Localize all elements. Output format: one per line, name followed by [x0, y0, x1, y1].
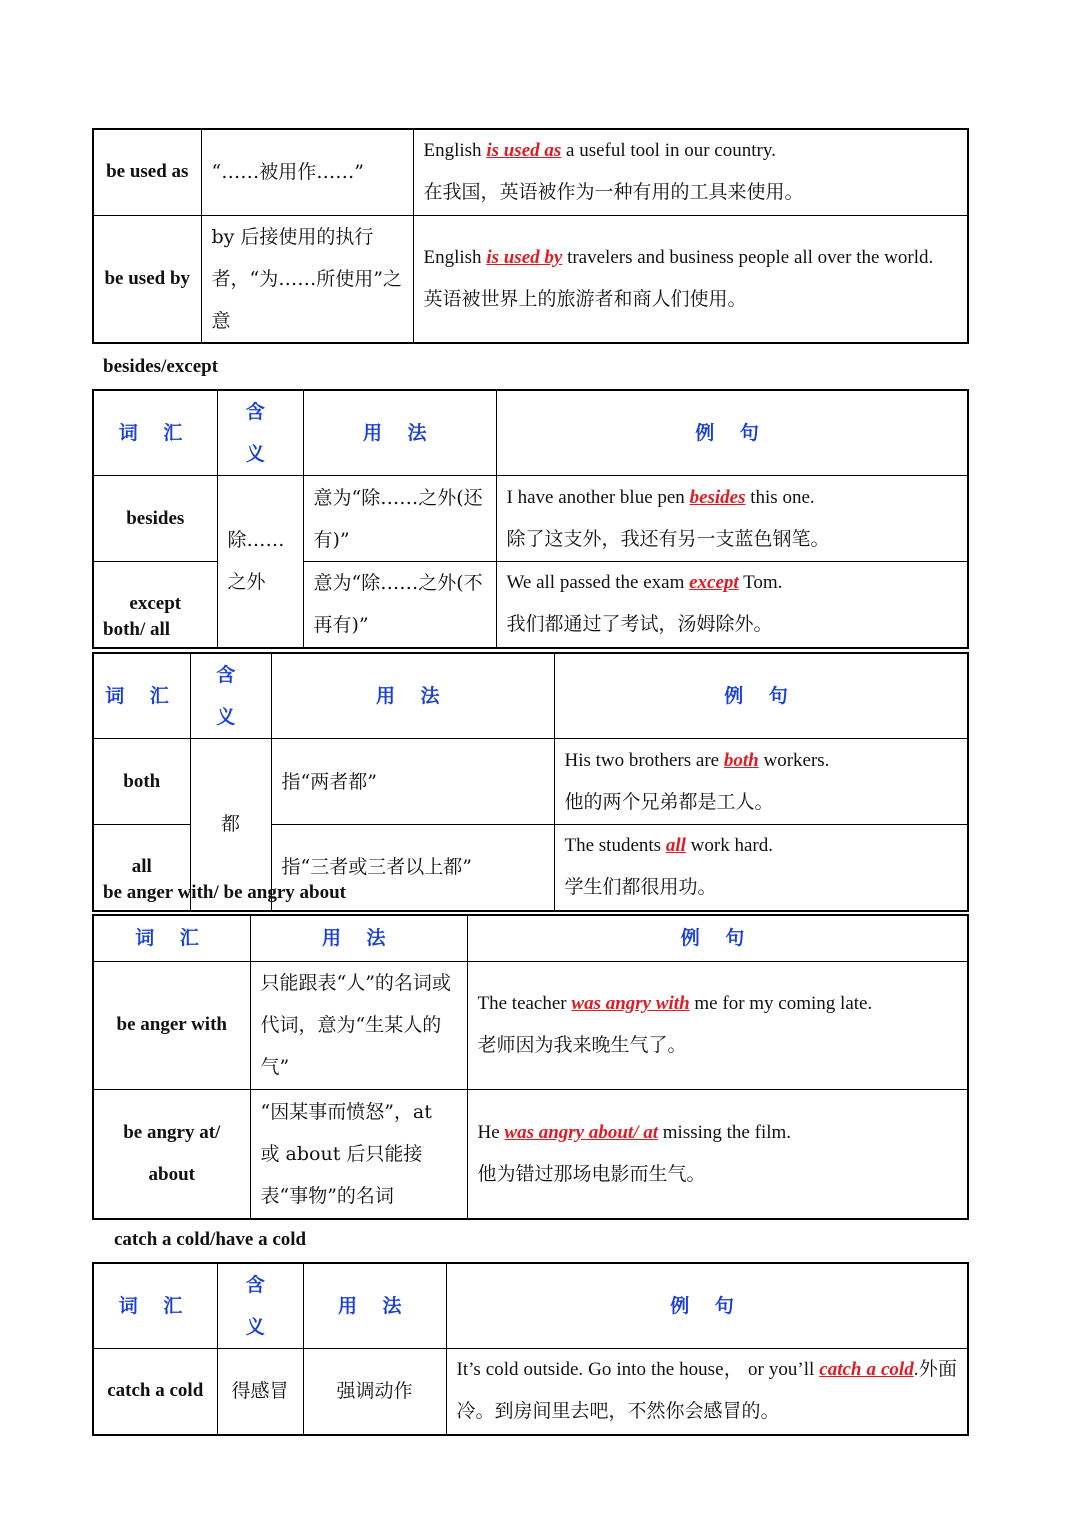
usage-cell: “因某事而愤怒”，at 或 about 后只能接表“事物”的名词 — [250, 1089, 467, 1219]
example-cn: 除了这支外，我还有另一支蓝色钢笔。 — [506, 528, 830, 550]
example-cell — [496, 476, 968, 562]
example-post: Tom. — [738, 572, 783, 594]
table-row — [93, 739, 968, 825]
example-cn: 学生们都很用功。 — [564, 877, 717, 899]
example-post: me for my coming late. — [689, 993, 873, 1014]
example-cn: 我们都通过了考试，汤姆除外。 — [506, 614, 773, 636]
example-cell — [554, 739, 968, 825]
header-cell: 含 义 — [190, 653, 271, 739]
example-en — [507, 477, 958, 519]
example-pre: He — [477, 1121, 505, 1143]
header-cell: 用 法 — [303, 1263, 446, 1349]
table-row — [93, 215, 968, 343]
usage-cell: 只能跟表“人”的名词或代词，意为“生某人的气” — [250, 961, 467, 1089]
example-en — [424, 130, 958, 172]
example-pre: English — [423, 140, 487, 162]
header-cell: 词 汇 — [93, 653, 190, 739]
word-cell: besides — [93, 476, 217, 562]
example-highlight: both — [723, 749, 759, 771]
usage-text: 意为“除……之外(不再有)” — [313, 572, 483, 637]
table-besides-except — [92, 389, 969, 649]
example-cn: 英语被世界上的旅游者和商人们使用。 — [423, 288, 747, 310]
example-cn: 他为错过那场电影而生气。 — [477, 1163, 706, 1185]
example-cn: 老师因为我来晚生气了。 — [477, 1035, 687, 1056]
header-cell: 例 句 — [554, 653, 968, 739]
meaning-cell: 得感冒 — [217, 1349, 303, 1435]
section-title: besides/except — [103, 356, 219, 377]
usage-cell: 指“两者都” — [271, 739, 554, 825]
word-cell: except — [93, 562, 217, 648]
meaning-cell — [201, 129, 413, 215]
word-cell: all — [93, 825, 190, 911]
header-cell: 用 法 — [303, 390, 496, 476]
example-pre: I have another blue pen — [506, 486, 690, 508]
example-cell — [413, 215, 968, 343]
example-en — [424, 237, 958, 279]
example-cell — [467, 961, 968, 1089]
example-post: a useful tool in our country. — [561, 140, 776, 162]
example-en — [565, 825, 958, 867]
table-header-row — [93, 1263, 968, 1349]
header-cell: 词 汇 — [93, 390, 217, 476]
example-en — [478, 983, 958, 1025]
example-en — [478, 1112, 958, 1154]
word-cell: both — [93, 739, 190, 825]
section-title: be anger with/ be angry about — [103, 882, 346, 903]
word-cell — [93, 129, 201, 215]
example-pre: We all passed the exam — [506, 572, 690, 594]
example-post: .外面冷。到房间里去吧，不然你会感冒的。 — [456, 1359, 957, 1423]
usage-cell — [303, 476, 496, 562]
example-cell — [496, 562, 968, 648]
usage-text: 意为“除……之外(还有)” — [313, 486, 483, 551]
example-cn: 他的两个兄弟都是工人。 — [564, 791, 774, 813]
header-cell: 含 义 — [217, 390, 303, 476]
example-cell — [413, 129, 968, 215]
example-en — [507, 562, 958, 604]
example-cell — [446, 1349, 968, 1435]
example-post: missing the film. — [658, 1121, 792, 1143]
header-cell: 词 汇 — [93, 1263, 217, 1349]
example-highlight: is used by — [486, 246, 563, 268]
example-highlight: catch a cold — [819, 1359, 914, 1381]
header-cell: 含 义 — [217, 1263, 303, 1349]
meaning-text: 除……之外 — [227, 529, 285, 594]
example-highlight: all — [665, 835, 686, 857]
header-cell: 用 法 — [271, 653, 554, 739]
table-row — [93, 476, 968, 562]
table-header-row — [93, 653, 968, 739]
example-post: workers. — [758, 749, 830, 771]
table-angry — [92, 914, 969, 1220]
example-pre: English — [423, 246, 487, 268]
example-highlight: except — [689, 572, 739, 594]
header-cell: 例 句 — [446, 1263, 968, 1349]
usage-cell: 指“三者或三者以上都” — [271, 825, 554, 911]
example-post: this one. — [745, 486, 815, 508]
section-title: catch a cold/have a cold — [114, 1229, 307, 1250]
table-row — [93, 961, 968, 1089]
word-cell: be angry at/ about — [93, 1089, 250, 1219]
table-both-all — [92, 652, 969, 912]
section-title: both/ all — [103, 619, 171, 640]
usage-cell — [303, 562, 496, 648]
example-post: travelers and business people all over the world. — [562, 246, 934, 268]
header-cell: 词 汇 — [93, 915, 250, 961]
table-row — [93, 129, 968, 215]
example-pre: The students — [564, 835, 666, 857]
word-cell: be anger with — [93, 961, 250, 1089]
example-cn: 在我国，英语被作为一种有用的工具来使用。 — [423, 182, 804, 204]
word-text: be used by — [104, 267, 191, 289]
table-catch-cold — [92, 1262, 969, 1436]
header-cell: 例 句 — [496, 390, 968, 476]
usage-cell: 强调动作 — [303, 1349, 446, 1435]
meaning-cell — [201, 215, 413, 343]
example-highlight: was angry about/ at — [504, 1121, 659, 1143]
example-cell — [554, 825, 968, 911]
table-be-used — [92, 128, 969, 344]
example-highlight: was angry with — [571, 993, 690, 1014]
example-pre: It’s cold outside. Go into the house， or you’ll — [456, 1359, 820, 1381]
meaning-text: by 后接使用的执行者，“为……所使用”之意 — [211, 225, 402, 332]
meaning-text: “……被用作……” — [211, 161, 364, 184]
word-cell — [93, 215, 201, 343]
meaning-cell — [217, 476, 303, 648]
header-cell: 例 句 — [467, 915, 968, 961]
word-cell: catch a cold — [93, 1349, 217, 1435]
example-pre: His two brothers are — [564, 749, 724, 771]
table-header-row — [93, 915, 968, 961]
example-en — [565, 740, 958, 782]
meaning-cell: 都 — [190, 739, 271, 911]
example-highlight: besides — [689, 486, 746, 508]
example-cell — [467, 1089, 968, 1219]
table-row — [93, 1349, 968, 1435]
example-pre: The teacher — [477, 993, 572, 1014]
table-row — [93, 1089, 968, 1219]
header-cell: 用 法 — [250, 915, 467, 961]
example-highlight: is used as — [486, 140, 562, 162]
table-header-row — [93, 390, 968, 476]
word-text: be used as — [106, 161, 189, 183]
example-post: work hard. — [685, 835, 773, 857]
